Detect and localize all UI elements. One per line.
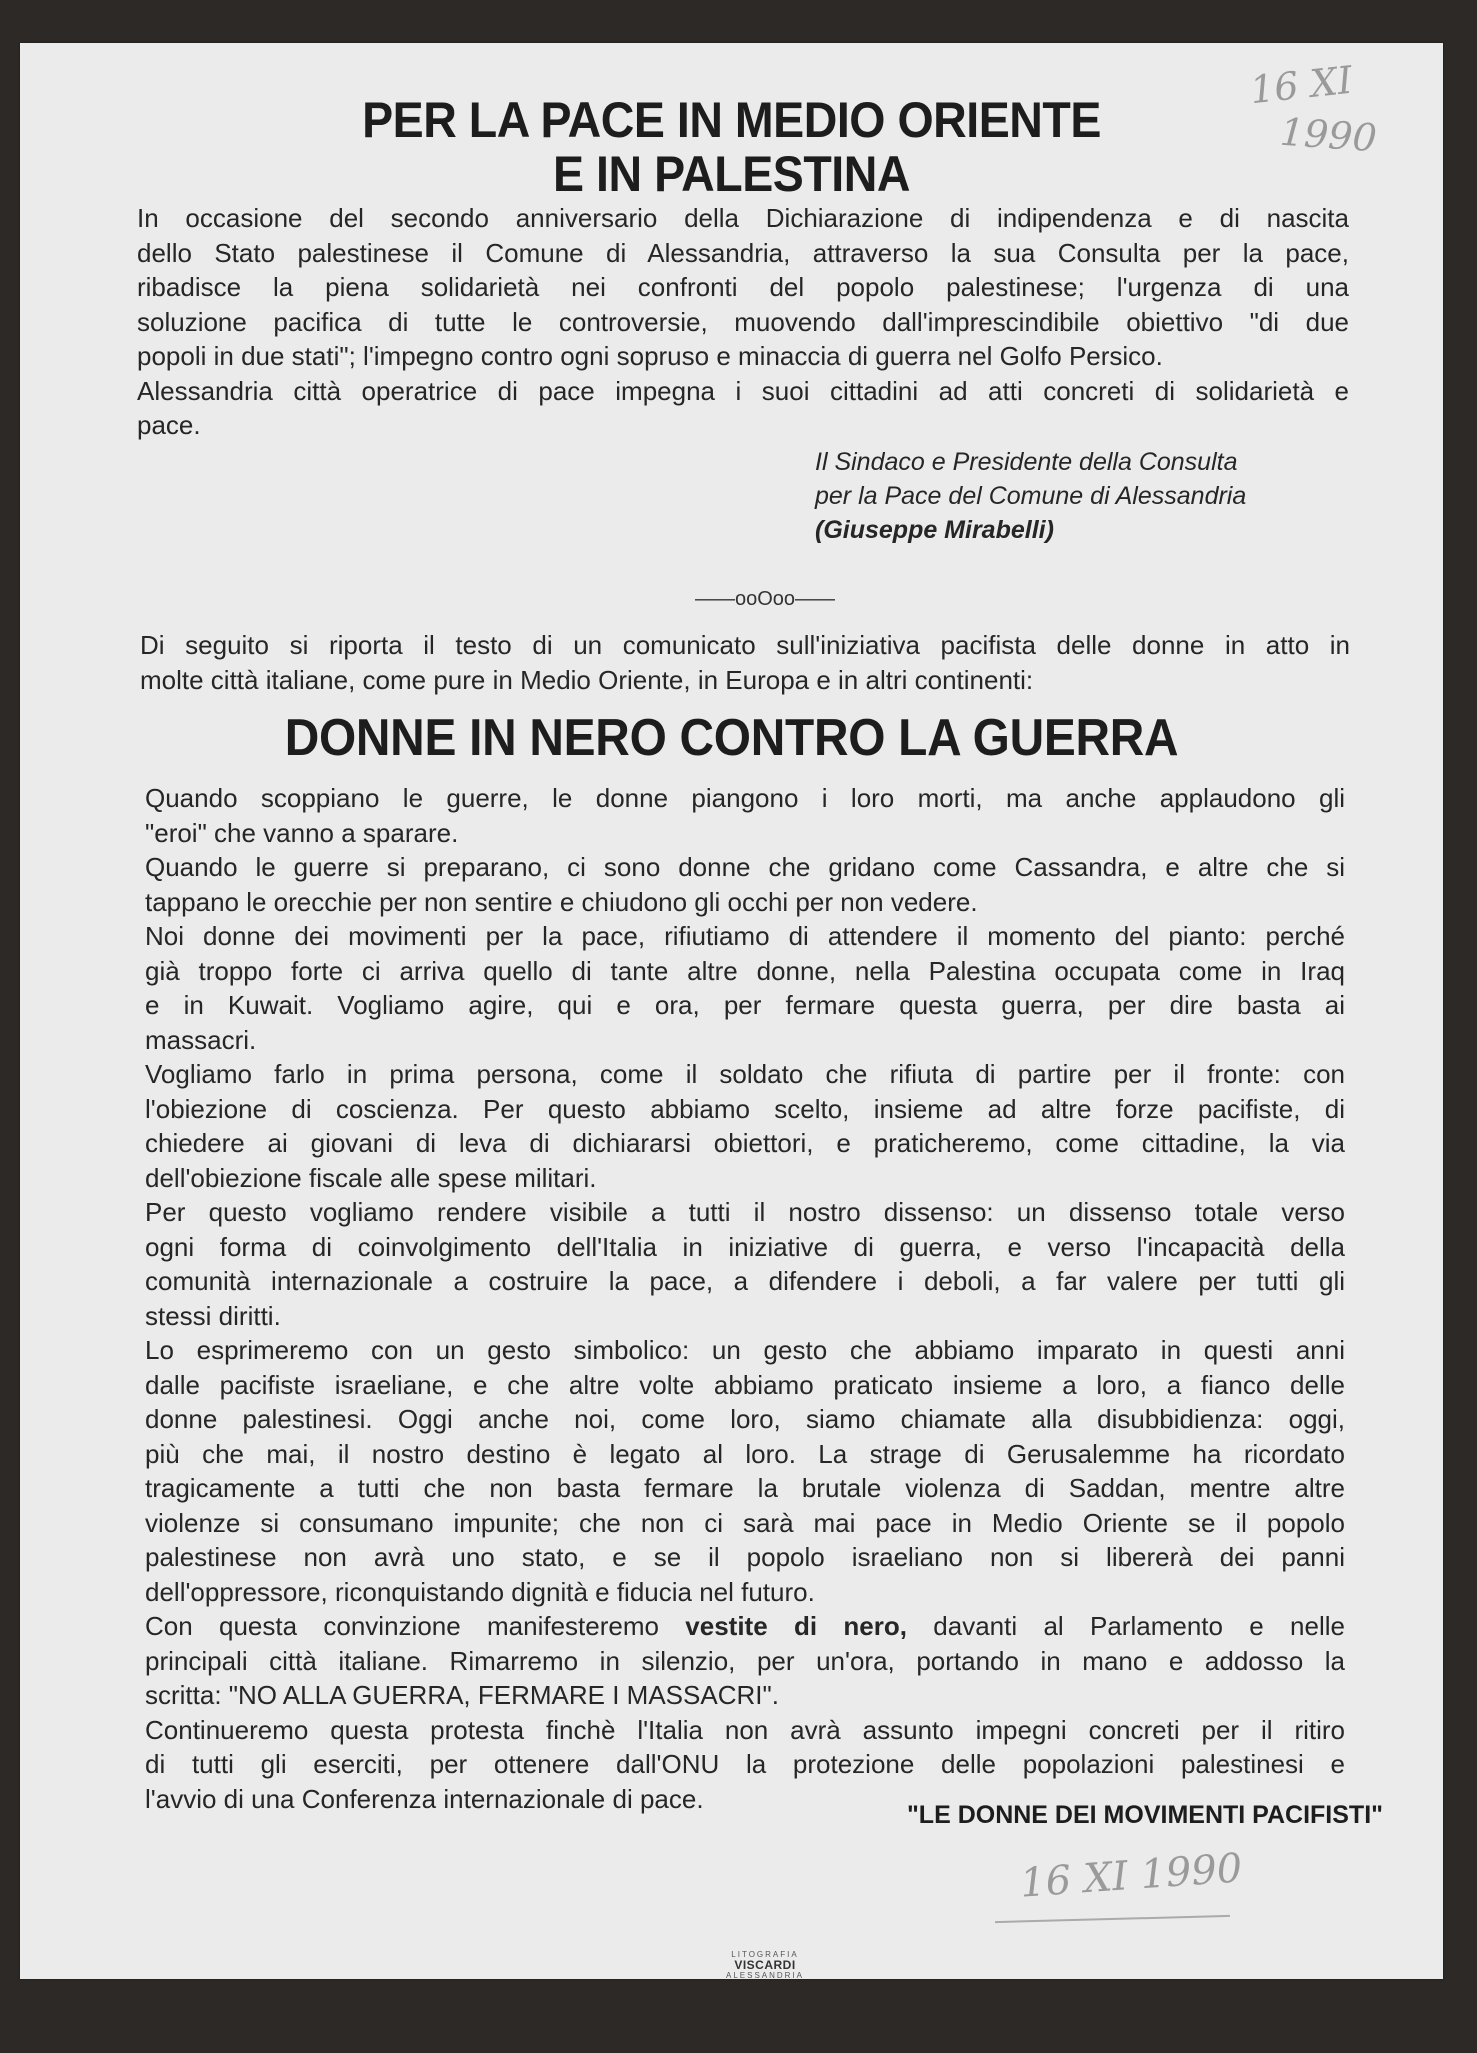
body-line-with-bold (145, 1609, 1345, 1644)
body-line: massacri. (145, 1024, 257, 1055)
communique-body (145, 781, 1345, 1816)
intro-line: popoli in due stati"; l'impegno contro ogni sopruso e minaccia di guerra nel Golfo Persico. (137, 341, 1163, 371)
body-line: palestinese non avrà uno stato, e se il popolo israeliano non si libererà dei panni (145, 1542, 1345, 1572)
intro-line: ribadisce la piena solidarietà nei confronti del popolo palestinese; l'urgenza di una (137, 272, 1349, 302)
body-line: Per questo vogliamo rendere visibile a tutti il nostro dissenso: un dissenso totale verso (145, 1197, 1345, 1227)
intro-line: In occasione del secondo anniversario della Dichiarazione di indipendenza e di nascita (137, 203, 1349, 233)
emphasis-text: vestite di nero, (685, 1611, 907, 1641)
body-line: Vogliamo farlo in prima persona, come il soldato che rifiuta di partire per il fronte: con (145, 1059, 1345, 1089)
body-text: Con questa convinzione manifesteremo (145, 1611, 686, 1641)
signature-line: Il Sindaco e Presidente della Consulta (815, 448, 1238, 476)
handwritten-underline (995, 1915, 1230, 1923)
body-line: già troppo forte ci arriva quello di tante altre donne, nella Palestina occupata come in Iraq (145, 955, 1345, 986)
printer-city: ALESSANDRIA (725, 1971, 805, 1980)
intro-line: Alessandria città operatrice di pace impegna i suoi cittadini ad atti concreti di solidarietà e (137, 375, 1349, 406)
body-text: davanti al Parlamento e nelle (906, 1611, 1345, 1641)
preface-paragraph (140, 628, 1350, 697)
body-line: ogni forma di coinvolgimento dell'Italia in iniziative di guerra, e verso l'incapacità della (145, 1231, 1345, 1262)
ornament-divider: ——ooOoo—— (694, 588, 836, 610)
intro-line: soluzione pacifica di tutte le controversie, muovendo dall'imprescindibile obiettivo "di due (137, 306, 1349, 337)
body-line: "eroi" che vanno a sparare. (145, 817, 459, 848)
printer-line: LITOGRAFIA (731, 1950, 799, 1959)
body-line: Quando le guerre si preparano, ci sono donne che gridano come Cassandra, e altre che si (145, 852, 1345, 882)
body-line: principali città italiane. Rimarremo in silenzio, per un'ora, portando in mano e addosso la (145, 1645, 1345, 1676)
preface-line: molte città italiane, come pure in Medio Oriente, in Europa e in altri continenti: (140, 664, 1034, 695)
body-line: scritta: "NO ALLA GUERRA, FERMARE I MASSACRI". (145, 1680, 779, 1710)
body-line: Noi donne dei movimenti per la pace, rifiutiamo di attendere il momento del pianto: perché (145, 921, 1345, 951)
body-line: tragicamente a tutti che non basta fermare la brutale violenza di Saddan, mentre altre (145, 1473, 1345, 1503)
handwritten-date-bottom: 16 XI 1990 (1018, 1845, 1244, 1907)
signature-line: per la Pace del Comune di Alessandria (815, 482, 1247, 510)
main-title-line1: PER LA PACE IN MEDIO ORIENTE (362, 92, 1101, 148)
body-line: Continueremo questa protesta finchè l'Italia non avrà assunto impegni concreti per il ritiro (145, 1714, 1345, 1745)
intro-line: dello Stato palestinese il Comune di Alessandria, attraverso la sua Consulta per la pace, (137, 237, 1349, 268)
body-line: chiedere ai giovani di leva di dichiararsi obiettori, e praticheremo, come cittadine, la via (145, 1128, 1345, 1158)
intro-line: pace. (137, 410, 201, 440)
closing-signature: "LE DONNE DEI MOVIMENTI PACIFISTI" (906, 1801, 1383, 1829)
printer-logo (725, 1950, 805, 1980)
body-line: Quando scoppiano le guerre, le donne piangono i loro morti, ma anche applaudono gli (145, 783, 1345, 813)
signature-name: (Giuseppe Mirabelli) (815, 516, 1054, 544)
body-line: più che mai, il nostro destino è legato al loro. La strage di Gerusalemme ha ricordato (145, 1438, 1345, 1469)
body-line: dalle pacifiste israeliane, e che altre volte abbiamo praticato insieme a loro, a fianco delle (145, 1369, 1345, 1400)
body-line: e in Kuwait. Vogliamo agire, qui e ora, per fermare questa guerra, per dire basta ai (145, 990, 1345, 1020)
body-line: dell'oppressore, riconquistando dignità e fiducia nel futuro. (145, 1576, 815, 1607)
signature-block (815, 445, 1246, 547)
body-line: l'avvio di una Conferenza internazionale di pace. (145, 1783, 704, 1814)
printer-name: VISCARDI (734, 1958, 796, 1972)
handwritten-date-top-2: 1990 (1278, 109, 1379, 161)
body-line: stessi diritti. (145, 1300, 281, 1331)
section-title: DONNE IN NERO CONTRO LA GUERRA (284, 709, 1179, 767)
body-line: tappano le orecchie per non sentire e chiudono gli occhi per non vedere. (145, 886, 978, 917)
body-line: violenze si consumano impunite; che non ci sarà mai pace in Medio Oriente se il popolo (145, 1507, 1345, 1538)
preface-line: Di seguito si riporta il testo di un comunicato sull'iniziativa pacifista delle donne in atto in (140, 630, 1350, 660)
body-line: l'obiezione di coscienza. Per questo abbiamo scelto, insieme ad altre forze pacifiste, di (145, 1093, 1345, 1124)
body-line: di tutti gli eserciti, per ottenere dall'ONU la protezione delle popolazioni palestinesi e (145, 1749, 1345, 1779)
body-line: comunità internazionale a costruire la pace, a difendere i deboli, a far valere per tutti gli (145, 1266, 1345, 1296)
handwritten-date-top-1: 16 XI (1247, 57, 1355, 113)
poster-sheet (20, 43, 1443, 1979)
main-title-line2: E IN PALESTINA (553, 146, 910, 202)
body-line: Lo esprimeremo con un gesto simbolico: un gesto che abbiamo imparato in questi anni (145, 1335, 1345, 1365)
intro-paragraph (137, 201, 1349, 443)
body-line: donne palestinesi. Oggi anche noi, come loro, siamo chiamate alla disubbidienza: oggi, (145, 1404, 1345, 1434)
body-line: dell'obiezione fiscale alle spese militari. (145, 1162, 597, 1193)
